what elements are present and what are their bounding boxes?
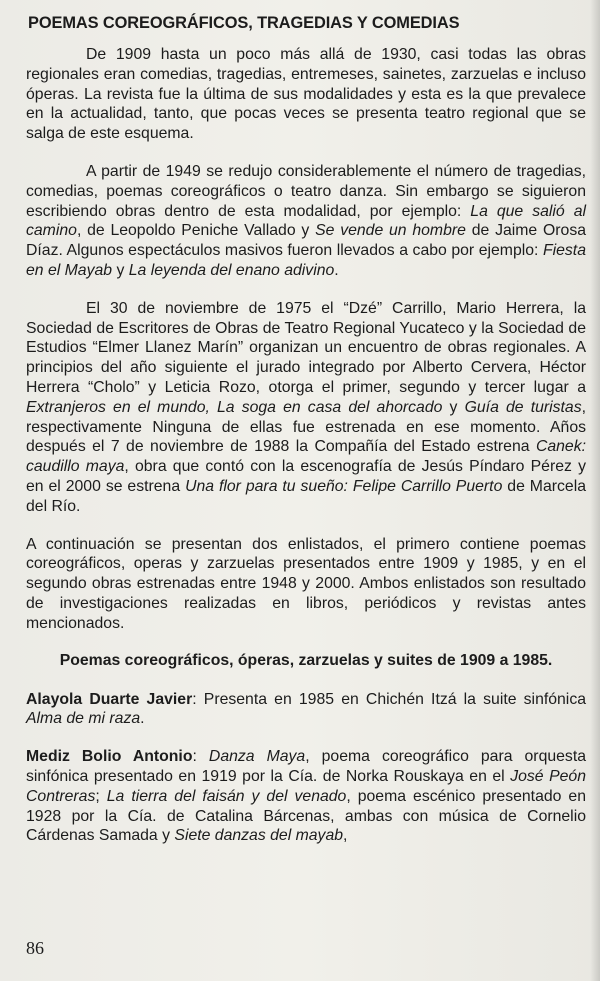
work-title: Fiesta en el Mayab: [26, 242, 586, 279]
section-heading: POEMAS COREOGRÁFICOS, TRAGEDIAS Y COMEDIAS: [28, 14, 460, 32]
page-edge-shadow: [590, 0, 600, 981]
paragraph-4: A continuación se presentan dos enlistados, el primero contiene poemas coreográficos, operas y zarzuelas presentados entre 1909 y 1985, y en el segundo obras estrenadas entre 1948 y 2000. Ambos enlistados son resultado de investigaciones realizadas en libros, periódicos y revistas antes mencionados.: [26, 535, 586, 632]
paragraph-1: De 1909 hasta un poco más allá de 1930, casi todas las obras regionales eran comedias, tragedias, entremeses, sainetes, zarzuelas e incluso óperas. La revista fue la última de sus modalidades y esta es la que prevalece en la actualidad, tanto, que pocas veces se presenta teatro regional que se salga de este esquema.: [26, 46, 586, 143]
work-title: La leyenda del enano adivino: [128, 261, 335, 279]
work-title: Danza Maya: [208, 748, 306, 766]
paragraph-2: A partir de 1949 se redujo considerablemente el número de tragedias, comedias, poemas coreográficos o teatro danza. Sin embargo se siguieron escribiendo obras dentro de esta modalidad, por ejemplo: La que salió al camino, de Leopoldo Peniche Vallado y Se vende un hombre de Jaime Orosa Díaz. Algunos espectáculos masivos fueron llevados a cabo por ejemplo: Fiesta en el Mayab y La leyenda del enano adivino.: [26, 162, 586, 279]
work-title: Alma de mi raza: [26, 710, 141, 728]
work-title: Guía de turistas: [464, 398, 582, 416]
work-title: Se vende un hombre: [315, 222, 466, 240]
paragraph-3: El 30 de noviembre de 1975 el “Dzé” Carrillo, Mario Herrera, la Sociedad de Escritores de Obras de Teatro Regional Yucateco y la Sociedad de Estudios “Elmer Llanez Marín” organizan un encuentro de obras regionales. A principios del año siguiente el jurado integrado por Alberto Cervera, Héctor Herrera “Cholo” y Leticia Rozo, otorga el primer, segundo y tercer lugar a Extranjeros en el mundo, La soga en casa del ahorcado y Guía de turistas, respectivamente Ninguna de ellas fue estrenada en ese momento. Años después el 7 de noviembre de 1988 la Compañía del Estado estrena Canek: caudillo maya, obra que contó con la escenografía de Jesús Píndaro Pérez y en el 2000 se estrena Una flor para tu sueño: Felipe Carrillo Puerto de Marcela del Río.: [26, 299, 587, 515]
entry-author: Alayola Duarte Javier: [26, 690, 193, 708]
work-title: Siete danzas del mayab: [174, 827, 344, 845]
entry-author: Mediz Bolio Antonio: [26, 748, 193, 766]
work-title: José Peón Contreras: [26, 767, 586, 805]
list-subheading: Poemas coreográficos, óperas, zarzuelas y suites de 1909 a 1985.: [59, 651, 553, 669]
page-number: 86: [26, 938, 44, 958]
work-title: Extranjeros en el mundo, La soga en casa del ahorcado: [26, 398, 443, 416]
page-content: [26, 14, 586, 864]
list-entry: Mediz Bolio Antonio: Danza Maya, poema coreográfico para orquesta sinfónica presentado en 1919 por la Cía. de Norka Rouskaya en el José Peón Contreras; La tierra del faisán y del venado, poema escénico presentado en 1928 por la Cía. de Catalina Bárcenas, ambas con música de Cornelio Cárdenas Samada y Siete danzas del mayab,: [26, 748, 587, 845]
work-title: La que salió al camino: [26, 202, 586, 240]
work-title: Canek: caudillo maya: [26, 438, 586, 476]
list-entry: Alayola Duarte Javier: Presenta en 1985 en Chichén Itzá la suite sinfónica Alma de mi raza.: [26, 690, 587, 728]
work-title: Una flor para tu sueño: Felipe Carrillo Puerto: [185, 477, 503, 495]
work-title: La tierra del faisán y del venado: [106, 787, 347, 805]
